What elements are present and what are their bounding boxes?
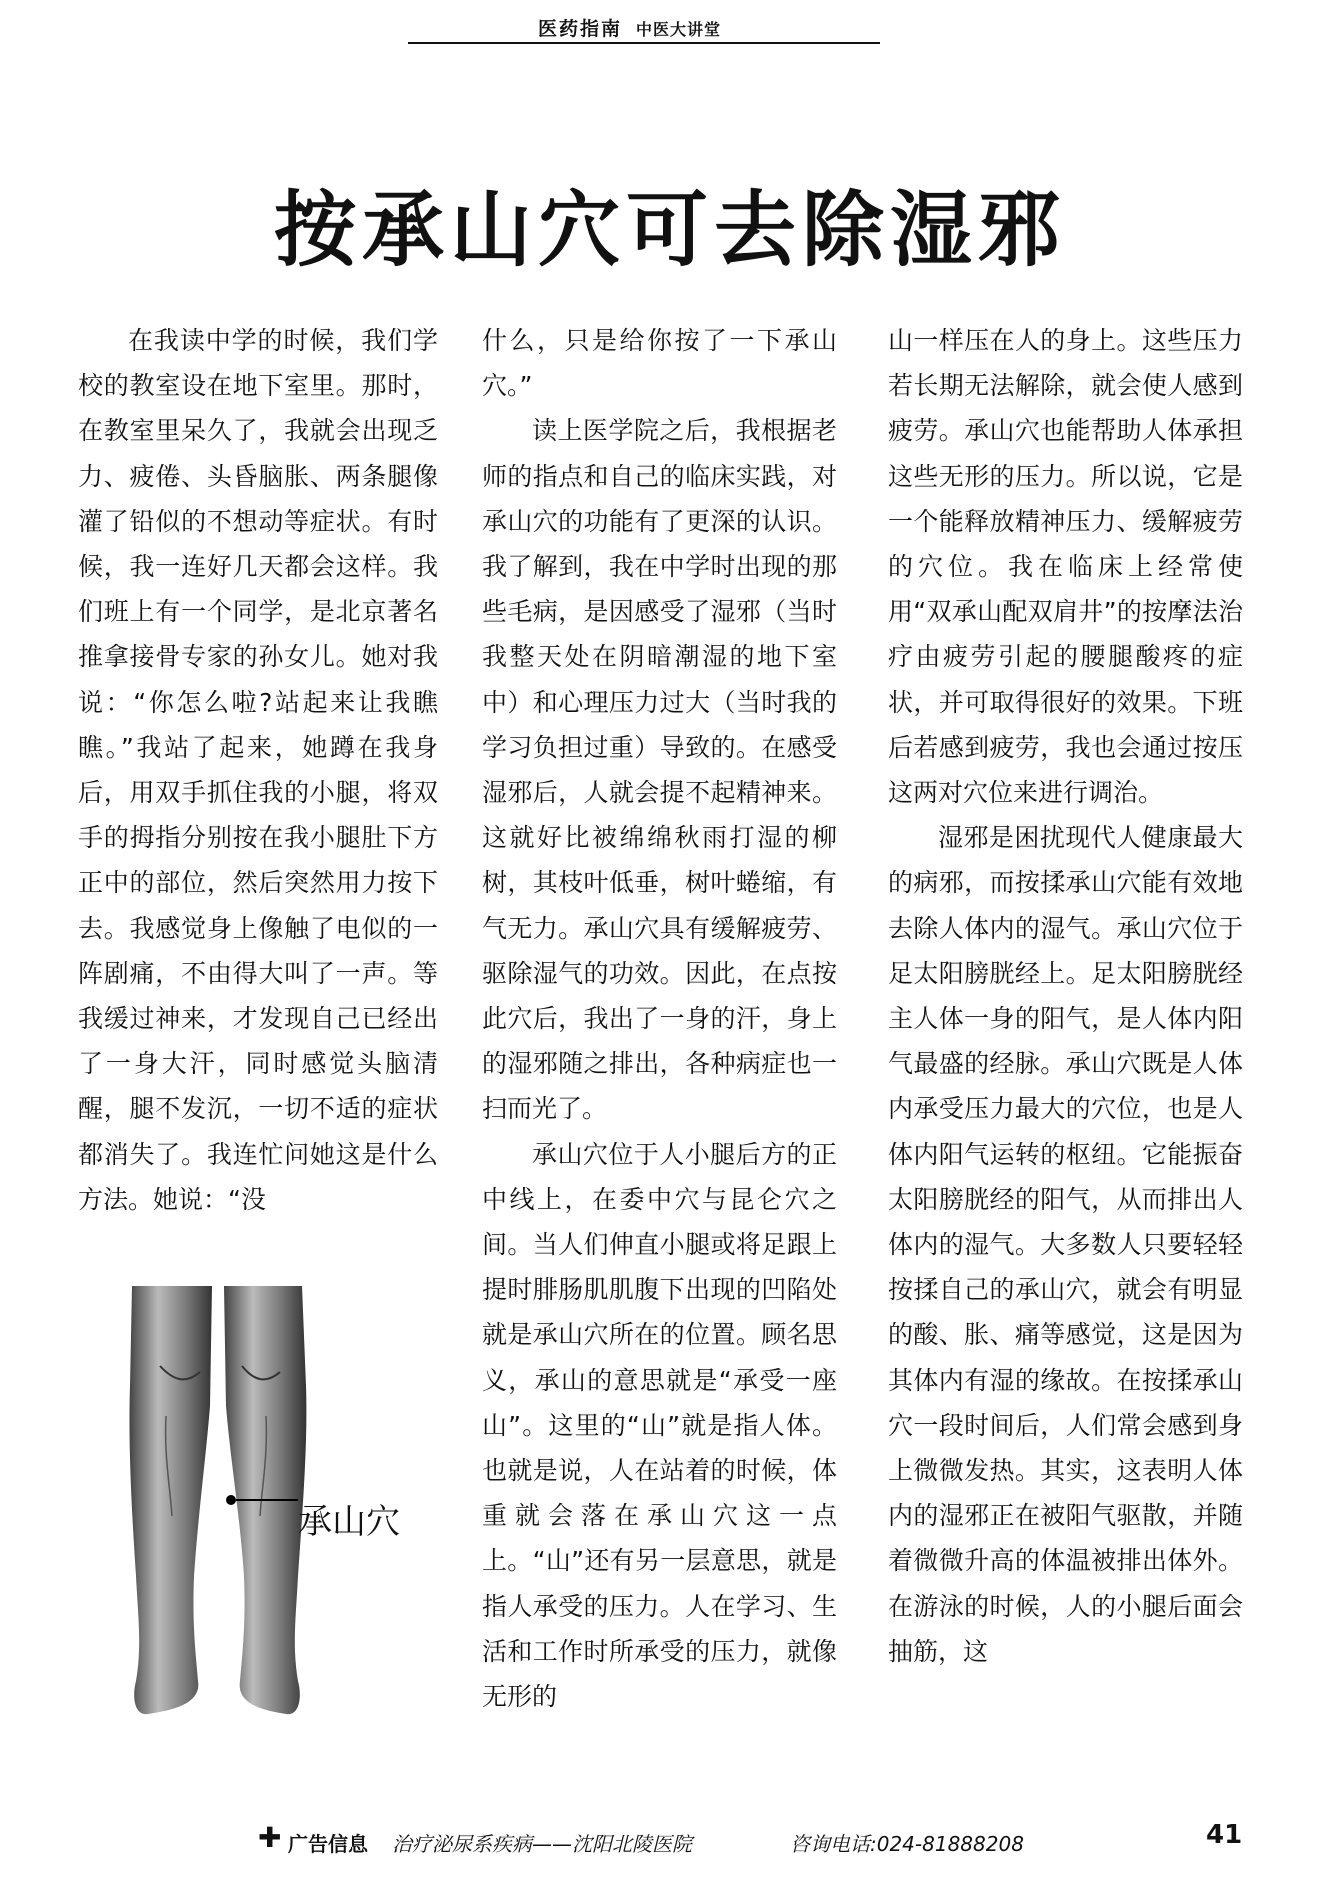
section-name: 中医大讲堂 [636, 20, 722, 39]
paragraph: 什么，只是给你按了一下承山穴。” [482, 326, 837, 401]
legs-illustration [126, 1286, 311, 1736]
text-column-2 [482, 318, 837, 1719]
header-text [530, 14, 729, 41]
paragraph: 山一样压在人的身上。这些压力若长期无法解除，就会使人感到疲劳。承山穴也能帮助人体承担这些无形的压力。所以说，它是一个能释放精神压力、缓解疲劳的穴位。我在临床上经常使用“双承山配双肩井”的按摩法治疗由疲劳引起的腰腿酸疼的症状，并可取得很好的效果。下班后若感到疲劳，我也会通过按压这两对穴位来进行调治。 [888, 326, 1243, 808]
page-footer [0, 1820, 1340, 1860]
page-header [0, 0, 1340, 60]
article-title: 按承山穴可去除湿邪 [273, 182, 1066, 278]
acupoint-label: 承山穴 [298, 1502, 400, 1542]
paragraph: 读上医学院之后，我根据老师的指点和自己的临床实践，对承山穴的功能有了更深的认识。我了解到，我在中学时出现的那些毛病，是因感受了湿邪（当时我整天处在阴暗潮湿的地下室中）和心理压力过大（当时我的学习负担过重）导致的。在感受湿邪后，人就会提不起精神来。这就好比被绵绵秋雨打湿的柳树，其枝叶低垂，树叶蜷缩，有气无力。承山穴具有缓解疲劳、驱除湿气的功效。因此，在点按此穴后，我出了一身的汗，身上的湿邪随之排出，各种病症也一扫而光了。 [482, 416, 837, 1124]
page-number: 41 [1206, 1820, 1243, 1850]
header-rule [408, 42, 880, 44]
cross-icon: ✚ [258, 1821, 282, 1854]
ad-label: 广告信息 [288, 1832, 368, 1856]
paragraph: 承山穴位于人小腿后方的正中线上，在委中穴与昆仑穴之间。当人们伸直小腿或将足跟上提时腓肠肌肌腹下出现的凹陷处就是承山穴所在的位置。顾名思义，承山的意思就是“承受一座山”。这里的“山”就是指人体。也就是说，人在站着的时候，体重就会落在承山穴这一点上。“山”还有另一层意思，就是指人承受的压力。人在学习、生活和工作时所承受的压力，就像无形的 [482, 1139, 837, 1712]
text-column-3 [888, 318, 1243, 1674]
paragraph: 在我读中学的时候，我们学校的教室设在地下室里。那时，在教室里呆久了，我就会出现乏力、疲倦、头昏脑胀、两条腿像灌了铅似的不想动等症状。有时候，我一连好几天都会这样。我们班上有一个同学，是北京著名推拿接骨专家的孙女儿。她对我说：“你怎么啦?站起来让我瞧瞧。”我站了起来，她蹲在我身后，用双手抓住我的小腿，将双手的拇指分别按在我小腿肚下方正中的部位，然后突然用力按下去。我感觉身上像触了电似的一阵剧痛，不由得大叫了一声。等我缓过神来，才发现自己已经出了一身大汗，同时感觉头脑清醒，腿不发沉，一切不适的症状都消失了。我连忙问她这是什么方法。她说：“没 [78, 326, 438, 1214]
journal-name: 医药指南 [538, 18, 623, 40]
ad-text: 治疗泌尿系疾病——沈阳北陵医院 [392, 1832, 692, 1856]
text-column-1 [78, 318, 438, 1222]
paragraph: 湿邪是困扰现代人健康最大的病邪，而按揉承山穴能有效地去除人体内的湿气。承山穴位于足太阳膀胱经上。足太阳膀胱经主人体一身的阳气，是人体内阳气最盛的经脉。承山穴既是人体内承受压力最大的穴位，也是人体内阳气运转的枢纽。它能振奋太阳膀胱经的阳气，从而排出人体内的湿气。大多数人只要轻轻按揉自己的承山穴，就会有明显的酸、胀、痛等感觉，这是因为其体内有湿的缘故。在按揉承山穴一段时间后，人们常会感到身上微微发热。其实，这表明人体内的湿邪正在被阳气驱散，并随着微微升高的体温被排出体外。在游泳的时候，人的小腿后面会抽筋，这 [888, 823, 1243, 1666]
ad-phone: 咨询电话:024-81888208 [790, 1832, 1024, 1856]
